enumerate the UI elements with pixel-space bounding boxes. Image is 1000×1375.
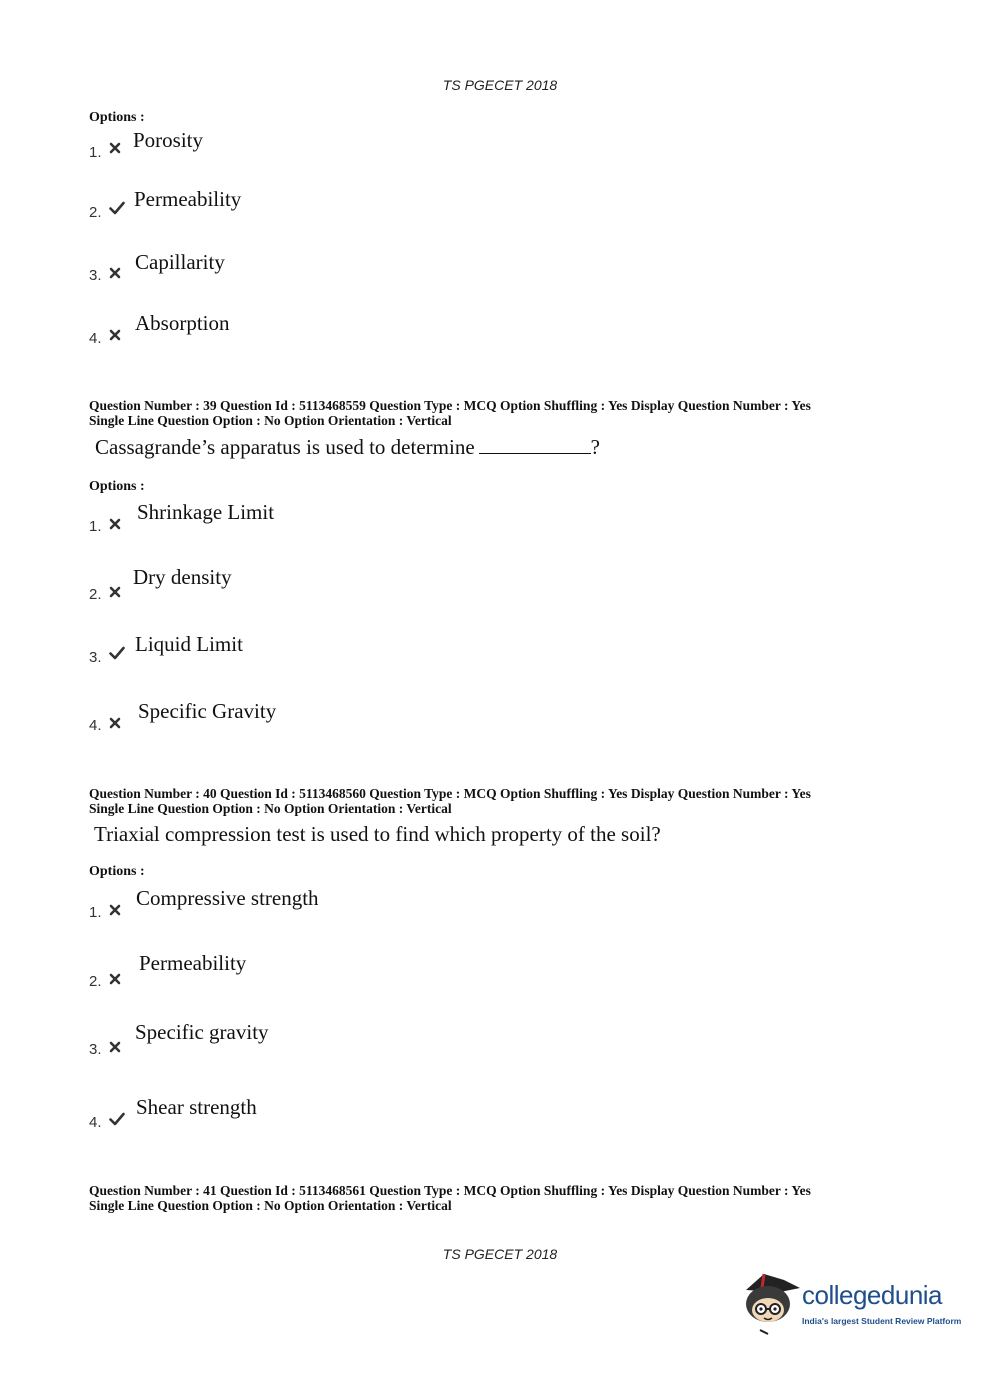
option-number: 3.	[89, 267, 102, 284]
question-meta-line: Single Line Question Option : No Option Orientation : Vertical	[89, 801, 452, 816]
option-text: Liquid Limit	[135, 632, 243, 656]
option-number: 2.	[89, 973, 102, 990]
question-meta-line: Single Line Question Option : No Option Orientation : Vertical	[89, 1198, 452, 1213]
option-number: 4.	[89, 717, 102, 734]
question-meta	[89, 786, 969, 816]
option-item	[89, 250, 689, 300]
check-icon	[109, 646, 125, 662]
cross-icon	[109, 972, 125, 988]
option-text: Absorption	[135, 311, 230, 335]
option-number: 2.	[89, 204, 102, 221]
question-text	[95, 435, 600, 460]
option-number: 1.	[89, 144, 102, 161]
question-meta-line: Question Number : 39 Question Id : 5113468559 Question Type : MCQ Option Shuffling : Yes Display Question Number : Yes	[89, 398, 811, 413]
cross-icon	[109, 266, 125, 282]
option-item	[89, 187, 689, 237]
option-text: Shrinkage Limit	[137, 500, 275, 524]
mascot-icon	[740, 1268, 802, 1338]
collegedunia-logo	[740, 1268, 970, 1338]
question-text-end: ?	[590, 435, 600, 459]
page-footer-title: TS PGECET 2018	[442, 1246, 558, 1262]
cross-icon	[109, 517, 125, 533]
option-number: 4.	[89, 1114, 102, 1131]
option-number: 3.	[89, 649, 102, 666]
option-item	[89, 565, 689, 615]
option-text: Specific gravity	[135, 1020, 269, 1044]
cross-icon	[109, 716, 125, 732]
options-label: Options :	[89, 479, 145, 494]
option-item	[89, 1095, 689, 1145]
cross-icon	[109, 328, 125, 344]
check-icon	[109, 1112, 125, 1128]
question-meta	[89, 398, 969, 428]
options-label: Options :	[89, 110, 145, 125]
option-text: Specific Gravity	[138, 699, 277, 723]
option-number: 1.	[89, 518, 102, 535]
option-text: Dry density	[133, 565, 232, 589]
cross-icon	[109, 903, 125, 919]
logo-brand-name: collegedunia	[802, 1280, 943, 1310]
option-text: Permeability	[139, 951, 247, 975]
option-item	[89, 951, 689, 1001]
question-meta-line: Single Line Question Option : No Option Orientation : Vertical	[89, 413, 452, 428]
cross-icon	[109, 141, 125, 157]
options-label: Options :	[89, 864, 145, 879]
option-item	[89, 886, 689, 936]
option-item	[89, 128, 689, 178]
answer-blank	[479, 435, 591, 454]
question-meta-line: Question Number : 41 Question Id : 5113468561 Question Type : MCQ Option Shuffling : Yes Display Question Number : Yes	[89, 1183, 811, 1198]
option-number: 2.	[89, 586, 102, 603]
question-text: Triaxial compression test is used to find which property of the soil?	[94, 822, 661, 846]
option-number: 1.	[89, 904, 102, 921]
option-text: Shear strength	[136, 1095, 257, 1119]
option-text: Compressive strength	[136, 886, 319, 910]
option-text: Porosity	[133, 128, 204, 152]
option-item	[89, 632, 689, 682]
page-header-title: TS PGECET 2018	[442, 77, 558, 93]
option-number: 3.	[89, 1041, 102, 1058]
option-text: Permeability	[134, 187, 242, 211]
question-text-body: Cassagrande’s apparatus is used to determine	[95, 435, 475, 459]
option-item	[89, 500, 689, 550]
option-number: 4.	[89, 330, 102, 347]
option-item	[89, 1020, 689, 1070]
option-text: Capillarity	[135, 250, 225, 274]
question-meta-line: Question Number : 40 Question Id : 5113468560 Question Type : MCQ Option Shuffling : Yes Display Question Number : Yes	[89, 786, 811, 801]
cross-icon	[109, 585, 125, 601]
question-meta	[89, 1183, 969, 1213]
option-item	[89, 699, 689, 749]
logo-tagline: India's largest Student Review Platform	[802, 1316, 962, 1326]
check-icon	[109, 201, 125, 217]
option-item	[89, 311, 689, 361]
cross-icon	[109, 1040, 125, 1056]
